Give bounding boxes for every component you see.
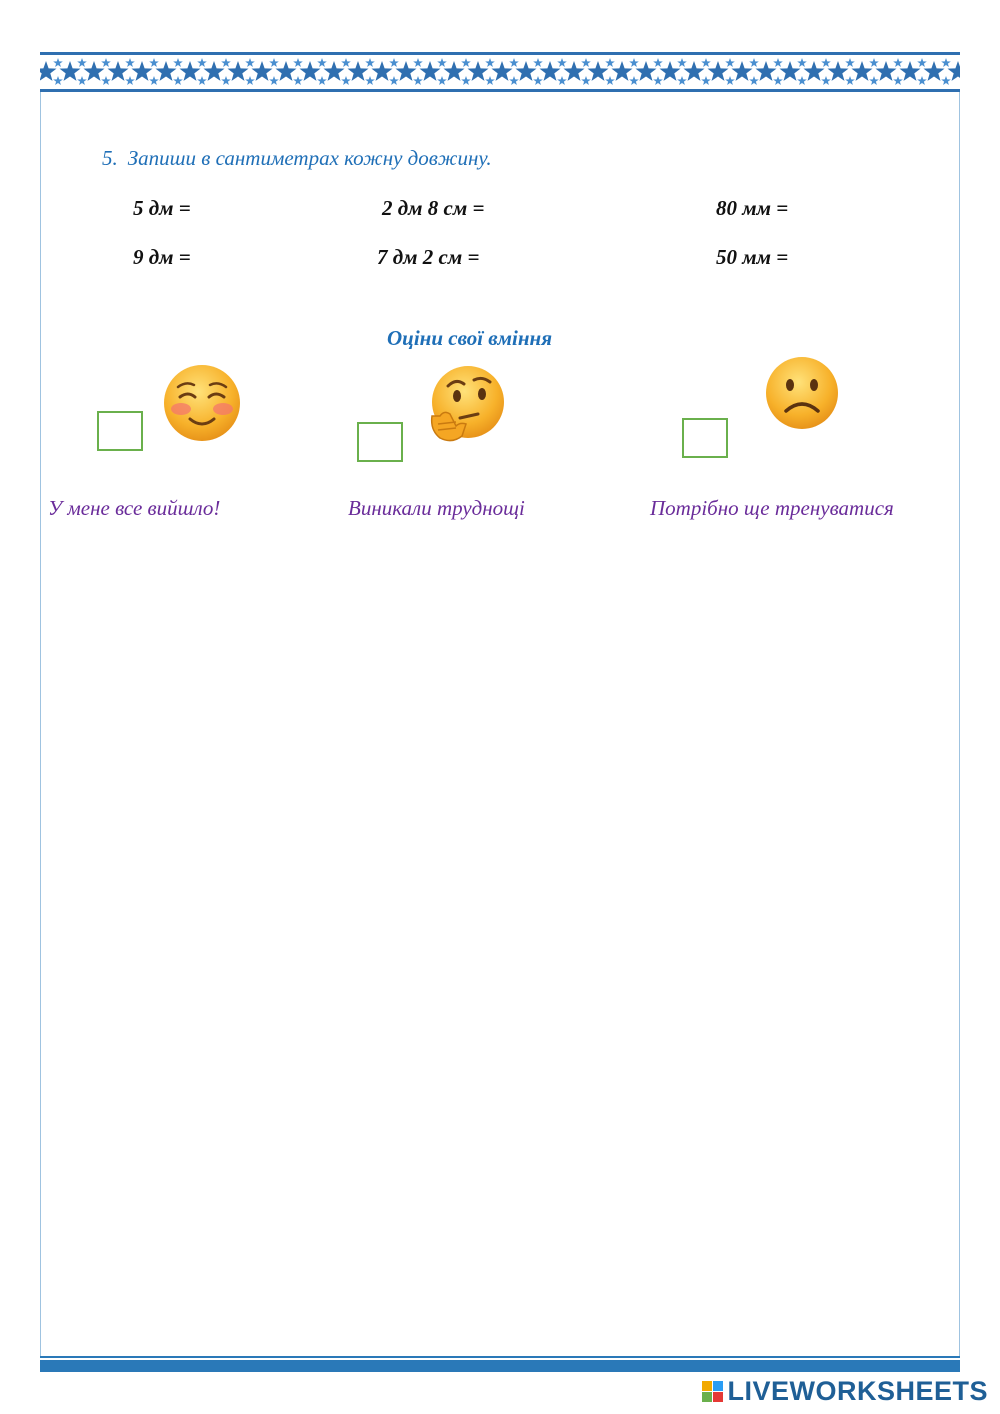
border-star [533, 58, 543, 67]
thinking-face-icon [426, 364, 506, 449]
task-title-text: Запиши в сантиметрах кожну довжину. [127, 146, 492, 170]
border-star [653, 58, 663, 67]
frowning-face-icon [764, 355, 840, 436]
border-star [437, 76, 447, 85]
border-star [252, 61, 273, 81]
border-star [156, 61, 177, 81]
border-star [300, 61, 321, 81]
border-star [564, 61, 585, 81]
border-star [821, 76, 831, 85]
border-star [228, 61, 249, 81]
expression-9dm: 9 дм = [133, 245, 191, 269]
border-star [708, 61, 729, 81]
border-star [149, 58, 159, 67]
border-star [173, 76, 183, 85]
border-star [60, 61, 81, 81]
border-star [821, 58, 831, 67]
border-star [53, 76, 63, 85]
border-star [516, 61, 537, 81]
border-star [677, 58, 687, 67]
border-star [653, 76, 663, 85]
border-star [492, 61, 513, 81]
bottom-bar [40, 1360, 960, 1372]
border-star [900, 61, 921, 81]
border-star [389, 58, 399, 67]
border-star [365, 58, 375, 67]
border-star [77, 76, 87, 85]
border-star [557, 58, 567, 67]
border-star [773, 76, 783, 85]
border-star [725, 76, 735, 85]
rating-title: Оціни свої вміння [387, 326, 553, 350]
border-star [245, 76, 255, 85]
border-star [444, 61, 465, 81]
border-star [269, 76, 279, 85]
border-star [437, 58, 447, 67]
expression-7dm-2cm: 7 дм 2 см = [377, 245, 480, 269]
border-star [893, 58, 903, 67]
border-star [77, 58, 87, 67]
border-star [612, 61, 633, 81]
border-star [389, 76, 399, 85]
border-star [701, 58, 711, 67]
border-star [629, 58, 639, 67]
border-star [605, 76, 615, 85]
checkbox-difficulties[interactable] [357, 422, 403, 462]
border-star [756, 61, 777, 81]
border-star [53, 58, 63, 67]
border-star [468, 61, 489, 81]
border-star [725, 58, 735, 67]
border-star [677, 76, 687, 85]
border-star [948, 61, 961, 81]
border-star [876, 61, 897, 81]
border-star [845, 58, 855, 67]
border-star [101, 76, 111, 85]
border-star [845, 76, 855, 85]
task-title [102, 146, 492, 171]
liveworksheets-mark-icon [702, 1381, 723, 1402]
border-star [204, 61, 225, 81]
border-star [341, 58, 351, 67]
checkbox-need-practice[interactable] [682, 418, 728, 458]
border-star [396, 61, 417, 81]
border-star [245, 58, 255, 67]
expression-5dm: 5 дм = [133, 196, 191, 220]
border-star [132, 61, 153, 81]
border-star [461, 76, 471, 85]
task-number: 5. [102, 146, 118, 170]
border-star [197, 76, 207, 85]
border-star [732, 61, 753, 81]
border-star [636, 61, 657, 81]
border-star [269, 58, 279, 67]
border-star [660, 61, 681, 81]
border-star [588, 61, 609, 81]
checkbox-success[interactable] [97, 411, 143, 451]
caption-success: У мене все вийшло! [48, 496, 221, 520]
border-star [780, 61, 801, 81]
border-star [557, 76, 567, 85]
expression-80mm: 80 мм = [716, 196, 789, 220]
border-star [749, 76, 759, 85]
border-star [797, 58, 807, 67]
border-star [629, 76, 639, 85]
border-star [413, 58, 423, 67]
border-star [461, 58, 471, 67]
border-star [276, 61, 297, 81]
border-star [941, 58, 951, 67]
expression-2dm-8cm: 2 дм 8 см = [382, 196, 485, 220]
border-star [125, 58, 135, 67]
smiling-blush-face-icon [162, 363, 242, 448]
border-star [413, 76, 423, 85]
border-star [485, 76, 495, 85]
border-star [180, 61, 201, 81]
border-star [749, 58, 759, 67]
border-star [797, 76, 807, 85]
border-star [533, 76, 543, 85]
border-star [173, 58, 183, 67]
liveworksheets-logo[interactable] [702, 1376, 988, 1406]
border-star [101, 58, 111, 67]
border-star [40, 61, 57, 81]
border-star [485, 58, 495, 67]
border-star [324, 61, 345, 81]
expression-50mm: 50 мм = [716, 245, 789, 269]
border-star [605, 58, 615, 67]
border-star [917, 58, 927, 67]
border-star [317, 58, 327, 67]
border-star [828, 61, 849, 81]
border-star [581, 76, 591, 85]
border-star [420, 61, 441, 81]
border-star [684, 61, 705, 81]
caption-difficulties: Виникали труднощі [348, 496, 525, 520]
border-star [773, 58, 783, 67]
border-star [852, 61, 873, 81]
border-star [804, 61, 825, 81]
border-star [221, 76, 231, 85]
border-star [701, 76, 711, 85]
border-star [317, 76, 327, 85]
border-star [293, 58, 303, 67]
border-star [509, 58, 519, 67]
border-star [372, 61, 393, 81]
border-star [149, 76, 159, 85]
border-star [581, 58, 591, 67]
bottom-divider [40, 1356, 960, 1358]
border-star [125, 76, 135, 85]
logo-text: LIVEWORKSHEETS [727, 1375, 988, 1406]
border-star [869, 76, 879, 85]
border-star [293, 76, 303, 85]
border-star [509, 76, 519, 85]
border-star [341, 76, 351, 85]
border-star [893, 76, 903, 85]
border-star [917, 76, 927, 85]
border-star [540, 61, 561, 81]
caption-need-practice: Потрібно ще тренуватися [650, 496, 894, 520]
border-star [348, 61, 369, 81]
border-star [197, 58, 207, 67]
border-star [365, 76, 375, 85]
star-border-decoration [40, 52, 960, 92]
border-star [221, 58, 231, 67]
border-star [941, 76, 951, 85]
border-star [924, 61, 945, 81]
border-star [869, 58, 879, 67]
border-star [84, 61, 105, 81]
border-star [108, 61, 129, 81]
